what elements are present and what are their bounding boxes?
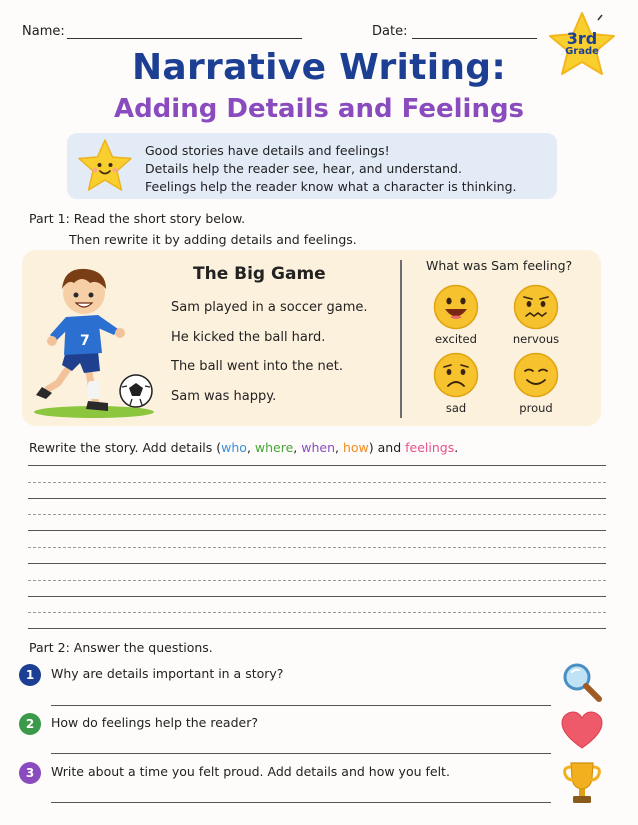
question-text-3: Write about a time you felt proud. Add details and how you felt. [51,764,450,779]
story-line: Sam was happy. [171,389,277,404]
writing-line[interactable] [28,628,606,629]
answer-line-2[interactable] [51,753,551,754]
detail-when: when [301,440,336,455]
part1-instruction-2: Then rewrite it by adding details and feelings. [69,232,357,247]
boy-kicking-soccer-ball [28,255,160,421]
intro-line: Good stories have details and feelings! [145,143,390,158]
writing-line[interactable] [28,498,606,499]
name-field[interactable] [67,25,302,39]
detail-who: who [221,440,247,455]
question-text-1: Why are details important in a story? [51,666,284,681]
separator: , [293,440,302,455]
writing-guide [28,612,606,613]
part1-instruction: Part 1: Read the short story below. [29,211,246,226]
story-line: The ball went into the net. [171,359,343,374]
question-number-2: 2 [19,713,41,735]
part2-title: Part 2: Answer the questions. [29,640,213,655]
writing-line[interactable] [28,563,606,564]
intro-box [67,133,557,199]
writing-line[interactable] [28,465,606,466]
intro-line: Feelings help the reader know what a character is thinking. [145,179,517,194]
rewrite-prefix: Rewrite the story. Add details ( [29,440,222,455]
magnifying-glass-icon [560,660,604,704]
date-label: Date: [372,24,408,39]
rewrite-instruction [29,440,458,455]
feelings-question: What was Sam feeling? [426,258,573,273]
story-divider [400,260,402,418]
answer-line-1[interactable] [51,705,551,706]
nervous-face-icon [513,284,559,330]
page-title: Narrative Writing: [131,47,507,88]
name-label: Name: [22,24,65,39]
separator: , [335,440,343,455]
jersey-number: 7 [80,333,90,349]
writing-guide [28,547,606,548]
separator: , [246,440,255,455]
writing-guide [28,580,606,581]
trophy-icon [562,760,602,806]
writing-line[interactable] [28,596,606,597]
intro-line: Details help the reader see, hear, and understand. [145,161,462,176]
intro-text [145,142,516,196]
question-text-2: How do feelings help the reader? [51,715,258,730]
detail-feelings: feelings [405,440,455,455]
face-label-sad: sad [445,401,467,415]
smiling-star-icon [75,137,135,195]
detail-where: where [254,440,294,455]
date-field[interactable] [412,25,537,39]
writing-line[interactable] [28,530,606,531]
story-title: The Big Game [193,264,326,284]
rewrite-period: . [454,440,459,455]
answer-line-3[interactable] [51,802,551,803]
excited-face-icon [433,284,479,330]
face-label-proud: proud [519,401,553,415]
writing-guide [28,514,606,515]
rewrite-close: ) and [368,440,406,455]
heart-icon [560,711,604,751]
question-number-3: 3 [19,762,41,784]
sad-face-icon [433,352,479,398]
page-subtitle: Adding Details and Feelings [113,94,525,124]
grade-number: 3rd [566,29,598,48]
face-label-excited: excited [435,332,477,346]
proud-face-icon [513,352,559,398]
story-line: He kicked the ball hard. [171,330,326,345]
grade-word: Grade [565,46,599,57]
story-line: Sam played in a soccer game. [171,300,368,315]
face-label-nervous: nervous [512,332,560,346]
question-number-1: 1 [19,664,41,686]
writing-guide [28,482,606,483]
detail-how: how [342,440,369,455]
